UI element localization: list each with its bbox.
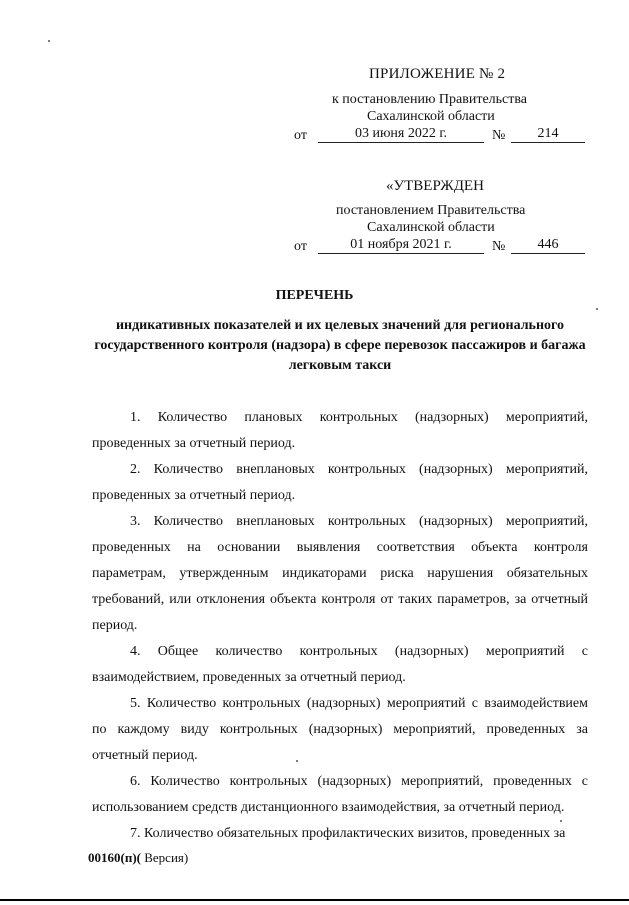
scan-speck [596,308,598,310]
approved-from-label: от [294,239,307,254]
list-item: 3. Количество внеплановых контрольных (надзорных) мероприятий, проведенных на основании выявления соответствия объекта контроля параметрам, утвержденным индикаторами риска нарушения обязательных требований, или отклонения объекта контроля от таких параметров, за отчетный период. [92,514,588,633]
scan-speck [560,820,562,822]
footer-code [88,850,188,866]
list-item: 5. Количество контрольных (надзорных) мероприятий с взаимодействием по каждому виду контрольных (надзорных) мероприятий, проведенных за отчетный период. [92,696,588,763]
footer-code-number: 00160(п)( [88,850,141,865]
number-label: № [492,128,506,143]
from-label: от [294,128,307,143]
approved-title: «УТВЕРЖДЕН [386,178,484,194]
list-item: 2. Количество внеплановых контрольных (надзорных) мероприятий, проведенных за отчетный период. [92,462,588,503]
scan-speck [296,760,298,762]
region-line: Сахалинской области [367,109,495,124]
document-subtitle: индикативных показателей и их целевых значений для регионального государственного контроля (надзора) в сфере перевозок пассажиров и багажа легковым такси [94,318,586,373]
decree-number: 214 [511,126,585,143]
list-item: 6. Количество контрольных (надзорных) мероприятий, проведенных с использованием средств дистанционного взаимодействия, за отчетный период. [92,774,588,815]
list-item: 7. Количество обязательных профилактических визитов, проведенных за [130,826,566,841]
document-title: ПЕРЕЧЕНЬ [275,288,354,303]
list-item: 1. Количество плановых контрольных (надзорных) мероприятий, проведенных за отчетный период. [92,410,588,451]
approved-decree-line: постановлением Правительства [336,203,526,218]
scan-speck [48,40,50,42]
list-item: 4. Общее количество контрольных (надзорных) мероприятий с взаимодействием, проведенных за отчетный период. [92,644,588,685]
footer-version: Версия) [140,850,189,865]
bottom-scan-edge [0,899,629,901]
appendix-title: ПРИЛОЖЕНИЕ № 2 [369,66,506,82]
approved-region-line: Сахалинской области [367,220,495,235]
decree-date: 03 июня 2022 г. [318,126,484,143]
approved-number-label: № [492,239,506,254]
indicator-list [92,405,588,847]
approved-number: 446 [511,237,585,254]
approved-date: 01 ноября 2021 г. [318,237,484,254]
to-decree-line: к постановлению Правительства [332,92,528,107]
